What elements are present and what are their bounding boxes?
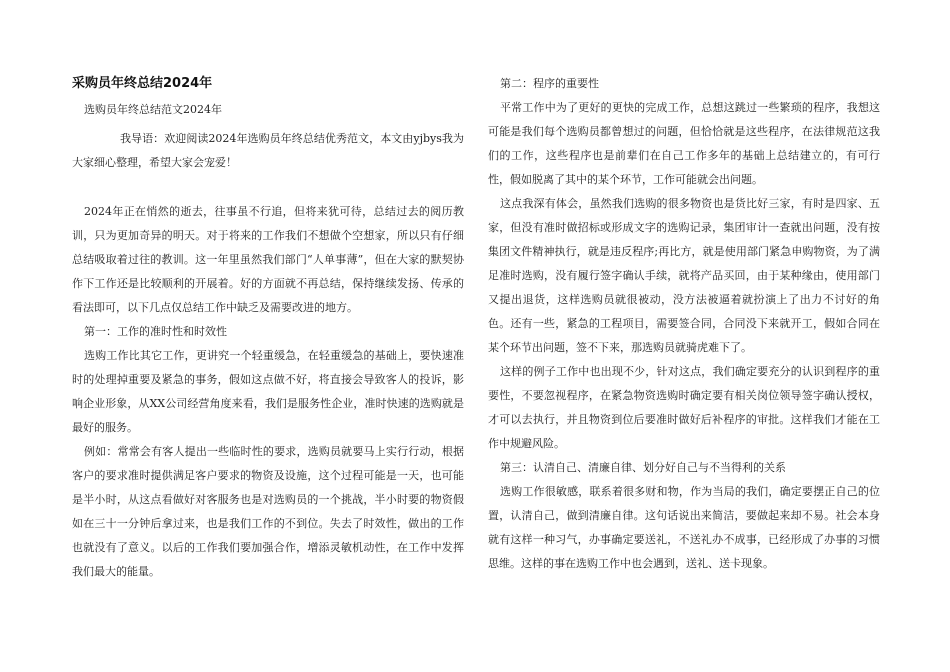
document-title: 采购员年终总结2024年 [72,76,213,91]
paragraph-experience: 这点我深有体会，虽然我们选购的很多物资也是货比好三家，有时是四家、五家，但没有准时做招标或形成文字的选购记录，集团审计一查就出问题，没有按集团文件精神执行，就是违反程序;再比方，就是使用部门紧急申购物资，为了满足准时选购，没有履行签字确认手续，就将产品买回，由于某种缘由，使用部门又提出退货，这样选购员就很被动，没方法被逼着就扮演上了出力不讨好的角色。还有一些，紧急的工程项目，需要签合同，合同没下来就开工，假如合同在某个环节出问题，签不下来，那选购员就骑虎难下了。 [488,197,880,354]
paragraph-section-1: 选购工作比其它工作，更讲究一个轻重缓急，在轻重缓急的基础上，要快速准时的处理掉重要及紧急的事务，假如这点做不好，将直接会导致客人的投诉，影响企业形象，从XX公司经营角度来看，我们是服务性企业，准时快速的选购就是最好的服务。 [72,349,464,434]
document-subtitle: 选购员年终总结范文2024年 [84,103,222,116]
heading-section-3: 第三：认清自己、清廉自律、划分好自己与不当得利的关系 [500,461,786,474]
document-intro: 我导语：欢迎阅读2024年选购员年终总结优秀范文，本文由yjbys我为大家细心整理，希望大家会宠爱！ [72,132,464,169]
left-column [72,200,464,584]
paragraph-example: 例如：常常会有客人提出一些临时性的要求，选购员就要马上实行行动，根据客户的要求准时提供满足客户要求的物资及设施，这个过程可能是一天，也可能是半小时，从这点看做好对客服务也是对选购员的一个挑战，半小时要的物资假如在三十一分钟后拿过来，也是我们工作的不到位。失去了时效性，做出的工作也就没有了意义。以后的工作我们要加强合作，增添灵敏机动性，在工作中发挥我们最大的能量。 [72,445,464,578]
heading-section-1: 第一：工作的准时性和时效性 [84,325,227,338]
paragraph-section-3: 选购工作很敏感，联系着很多财和物，作为当局的我们，确定要摆正自己的位置，认清自己，做到清廉自律。这句话说出来简洁，要做起来却不易。社会本身就有这样一种习气，办事确定要送礼，不送礼办不成事，已经形成了办事的习惯思维。这样的事在选购工作中也会遇到，送礼、送卡现象。 [488,485,880,570]
paragraph-conclusion: 这样的例子工作中也出现不少，针对这点，我们确定要充分的认识到程序的重要性，不要忽视程序，在紧急物资选购时确定要有相关岗位领导签字确认授权，才可以去执行，并且物资到位后要准时做好后补程序的审批。这样我们才能在工作中规避风险。 [488,365,880,450]
paragraph-opening: 2024年正在悄然的逝去，往事虽不行追，但将来犹可待，总结过去的阅历教训，只为更加奇异的明天。对于将来的工作我们不想做个空想家，所以只有仔细总结吸取着过往的教训。这一年里虽然我们部门“人单事薄”，但在大家的默契协作下工作还是比较顺利的开展着。好的方面就不再总结，保持继续发扬、传承的看法即可，以下几点仅总结工作中缺乏及需要改进的地方。 [72,205,464,314]
paragraph-section-2: 平常工作中为了更好的更快的完成工作，总想这跳过一些繁琐的程序，我想这可能是我们每个选购员都曾想过的问题，但恰恰就是这些程序，在法律规范这我们的工作，这些程序也是前辈们在自己工作多年的基础上总结建立的，有可行性，假如脱离了其中的某个环节，工作可能就会出问题。 [488,101,880,186]
heading-section-2: 第二：程序的重要性 [500,77,599,90]
right-column [488,72,880,576]
